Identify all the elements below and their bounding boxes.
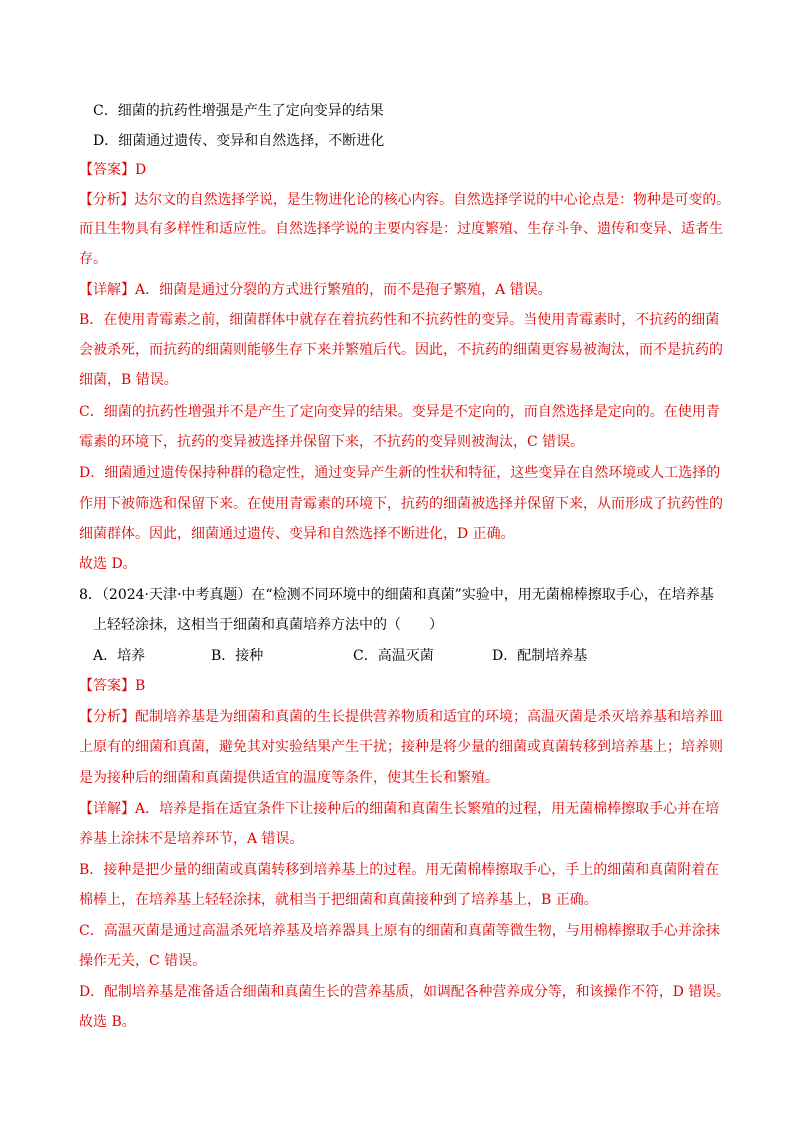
q8-analysis-line [79,707,723,727]
answer-tag: 【答案】 [79,162,135,178]
prev-detail-line: 细菌群体。因此，细菌通过遗传、变异和自然选择不断进化，D 正确。 [79,526,515,542]
q8-analysis-line: 是为接种后的细菌和真菌提供适宜的温度等条件，使其生长和繁殖。 [79,770,499,786]
analysis-tag: 【分析】 [79,192,135,208]
prev-detail-line: D．细菌通过遗传保持种群的稳定性，通过变异产生新的性状和特征，这些变异在自然环境或人工选择的 [79,465,721,481]
analysis-text: 配制培养基是为细菌和真菌的生长提供营养物质和适宜的环境；高温灭菌是杀灭培养基和培养皿 [135,709,723,725]
prev-answer [79,160,146,180]
q8-answer [79,676,145,696]
prev-detail-line: 细菌，B 错误。 [79,372,178,388]
prev-detail-line [79,280,552,300]
q8-detail-line: 故选 B。 [79,1014,136,1030]
detail-tag: 【详解】 [79,801,135,817]
prev-detail-line: 会被杀死，而抗药的细菌则能够生存下来并繁殖后代。因此，不抗药的细菌更容易被淘汰，而不是抗药的 [79,342,723,358]
prev-detail-line: 作用下被筛选和保留下来。在使用青霉素的环境下，抗药的细菌被选择并保留下来，从而形成了抗药性的 [79,496,723,512]
question-8-stem: 8．（2024·天津·中考真题）在“检测不同环境中的细菌和真菌”实验中，用无菌棉棒擦取手心，在培养基 [79,587,714,603]
answer-value: D [135,162,147,178]
answer-value: B [135,678,146,694]
option-d: D．配制培养基 [492,648,588,664]
q8-detail-line [79,799,719,819]
option-b: B．接种 [211,648,264,664]
detail-tag: 【详解】 [79,282,135,298]
prev-analysis-line: 而且生物具有多样性和适应性。自然选择学说的主要内容是：过度繁殖、生存斗争、遗传和变异、适者生 [79,221,723,237]
prev-detail-line: 霉素的环境下，抗药的变异被选择并保留下来，不抗药的变异则被淘汰，C 错误。 [79,434,585,450]
question-8-stem: 上轻轻涂抹，这相当于细菌和真菌培养方法中的（ ） [93,617,443,633]
prev-analysis-line: 存。 [79,251,107,267]
analysis-text: 达尔文的自然选择学说，是生物进化论的核心内容。自然选择学说的中心论点是：物种是可变的。 [134,192,731,208]
q8-detail-line: C．高温灭菌是通过高温杀死培养基及培养器具上原有的细菌和真菌等微生物，与用棉棒擦取手心并涂抹 [79,923,720,939]
answer-tag: 【答案】 [79,678,135,694]
q8-detail-line: 棉棒上，在培养基上轻轻涂抹，就相当于把细菌和真菌接种到了培养基上，B 正确。 [79,892,598,908]
analysis-tag: 【分析】 [79,709,135,725]
option-c: C．高温灭菌 [353,648,434,664]
detail-text: A．培养是指在适宜条件下让接种后的细菌和真菌生长繁殖的过程，用无菌棉棒擦取手心并在培 [135,801,720,817]
option-a: A．培养 [93,648,146,664]
prev-option-d: D．细菌通过遗传、变异和自然选择，不断进化 [93,133,385,149]
question-8-options [93,646,587,666]
q8-analysis-line: 上原有的细菌和真菌，避免其对实验结果产生干扰；接种是将少量的细菌或真菌转移到培养基上；培养则 [79,739,723,755]
prev-detail-line: 故选 D。 [79,556,137,572]
q8-detail-line: 养基上涂抹不是培养环节，A 错误。 [79,831,304,847]
q8-detail-line: 操作无关，C 错误。 [79,953,207,969]
q8-detail-line: D．配制培养基是准备适合细菌和真菌生长的营养基质，如调配各种营养成分等，和该操作不符，D 错误。 [79,984,730,1000]
prev-analysis-line [79,190,730,210]
prev-detail-line: B．在使用青霉素之前，细菌群体中就存在着抗药性和不抗药性的变异。当使用青霉素时，不抗药的细菌 [79,312,720,328]
prev-option-c: C．细菌的抗药性增强是产生了定向变异的结果 [93,103,384,119]
prev-detail-line: C．细菌的抗药性增强并不是产生了定向变异的结果。变异是不定向的，而自然选择是定向的。在使用青 [79,404,720,420]
detail-text: A．细菌是通过分裂的方式进行繁殖的，而不是孢子繁殖，A 错误。 [135,282,552,298]
q8-detail-line: B．接种是把少量的细菌或真菌转移到培养基上的过程。用无菌棉棒擦取手心，手上的细菌和真菌附着在 [79,862,720,878]
